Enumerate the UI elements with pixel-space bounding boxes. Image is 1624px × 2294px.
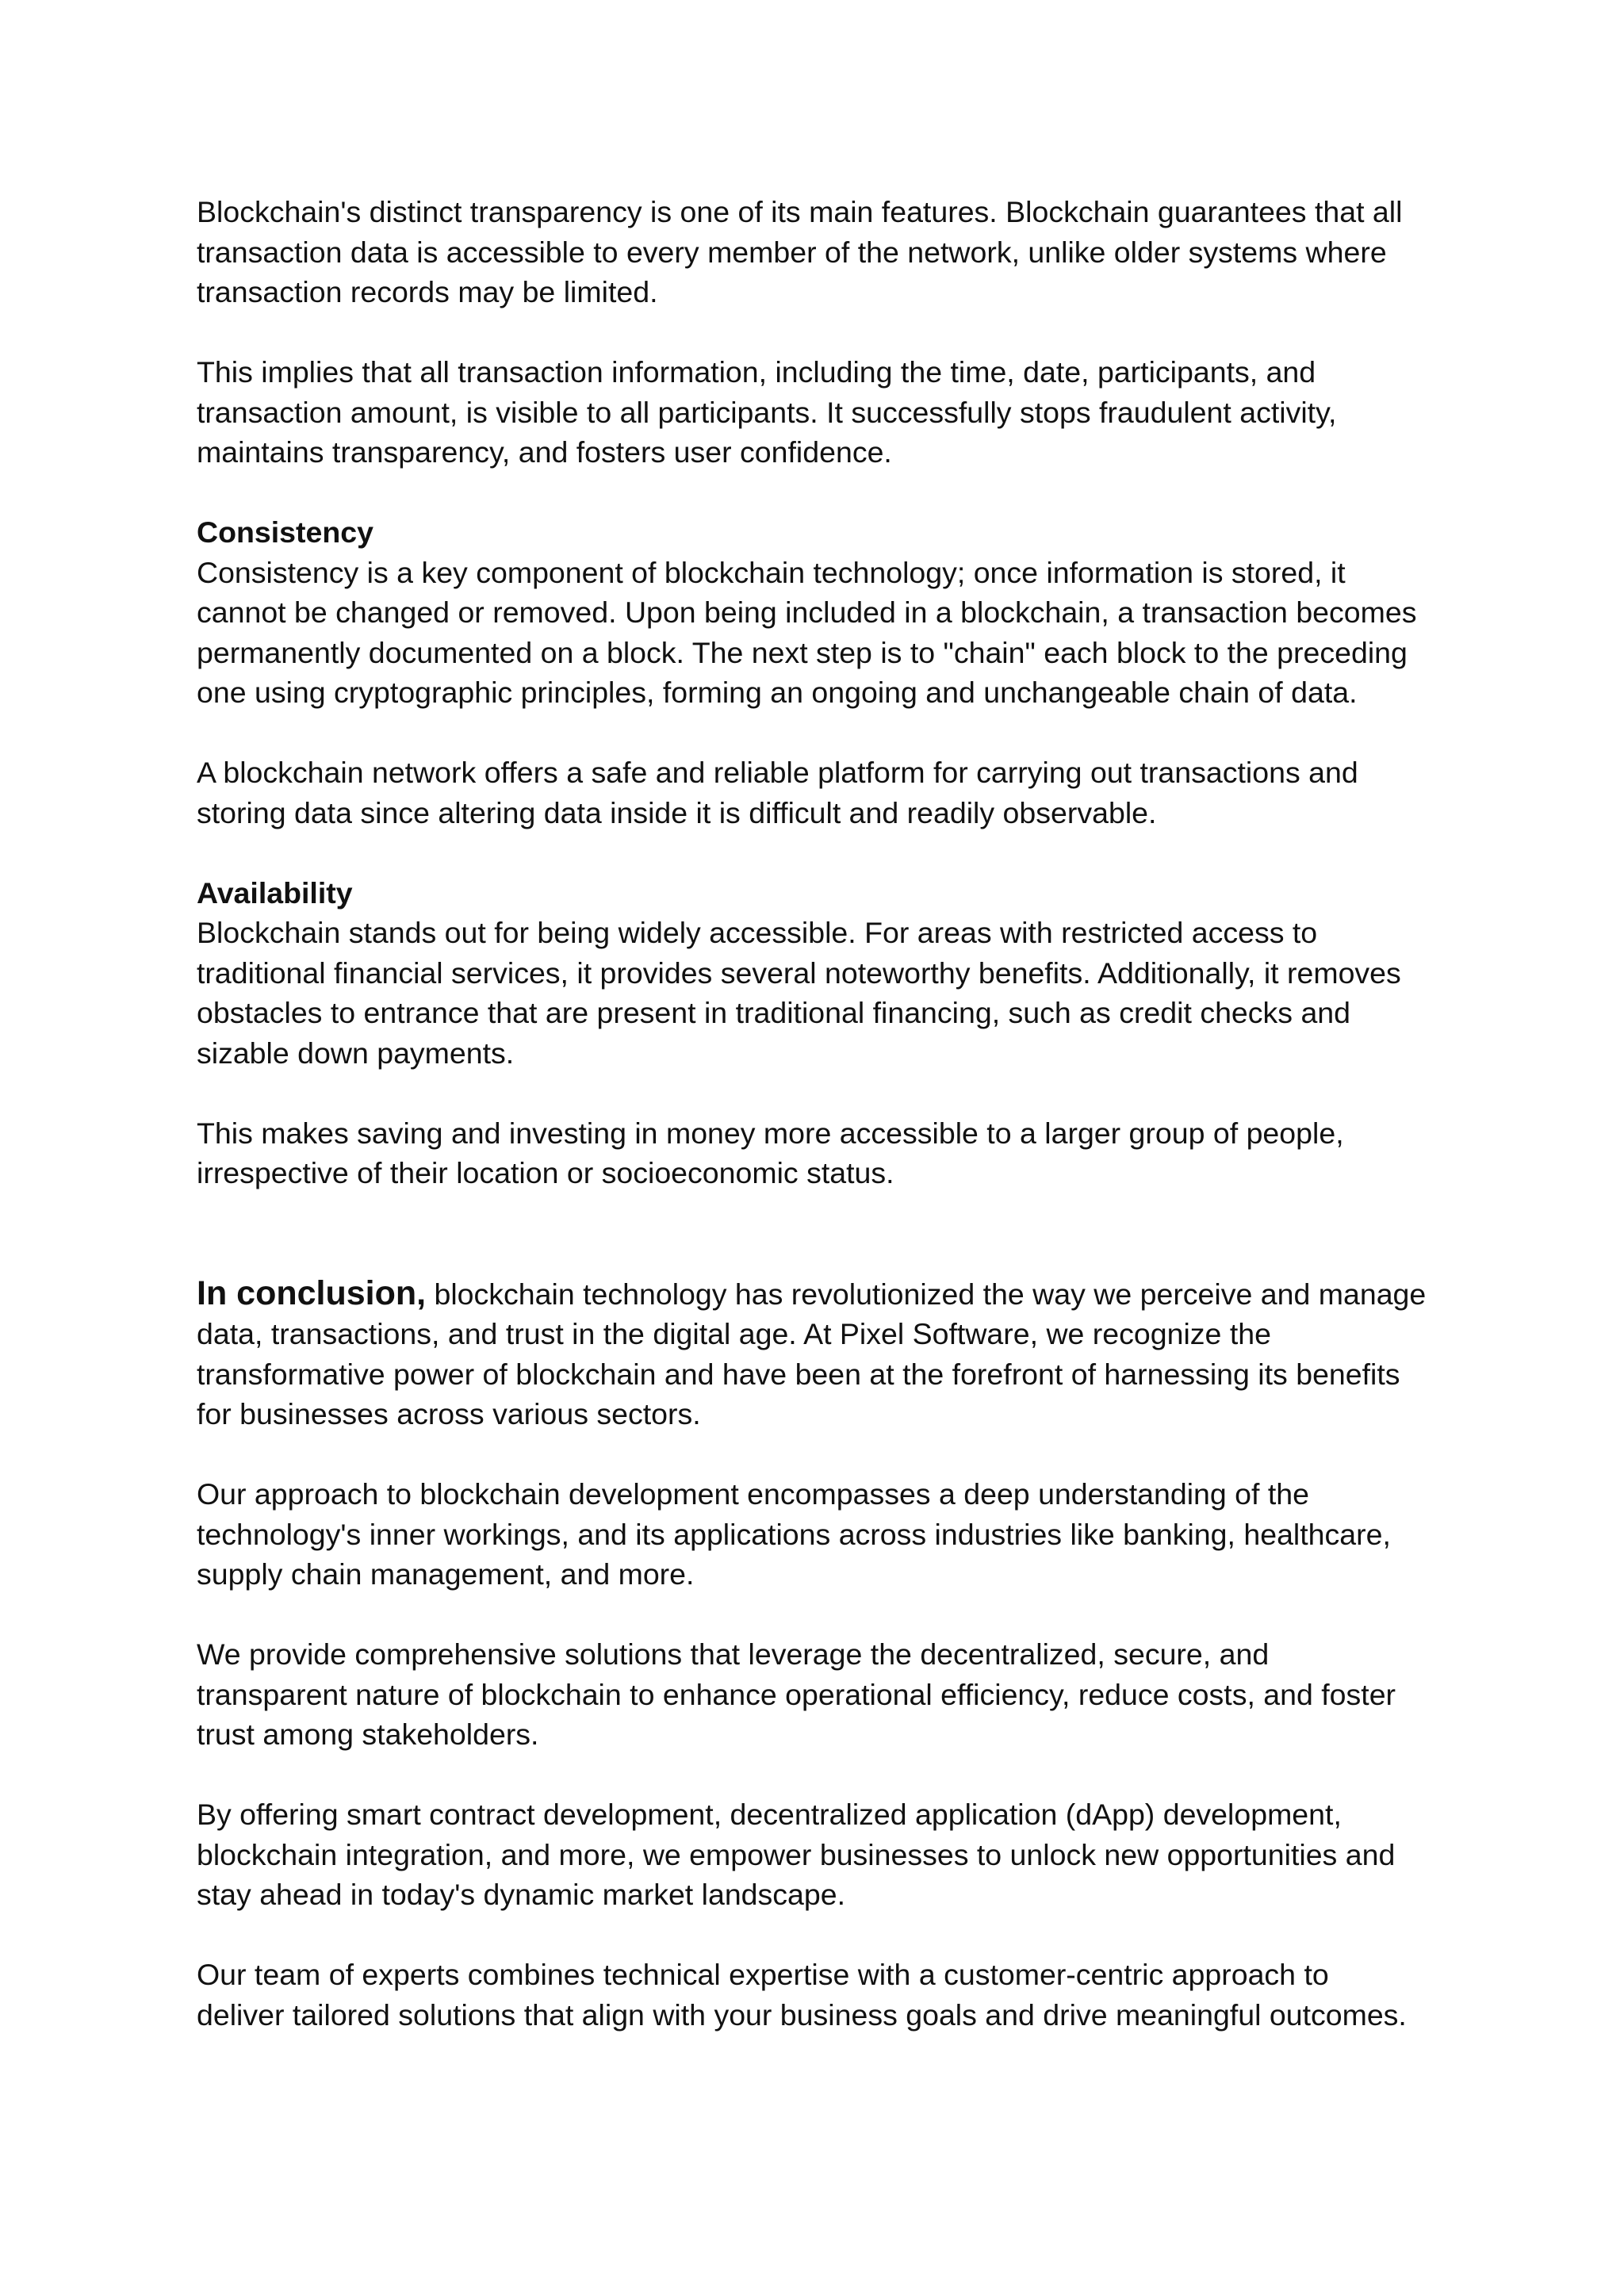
paragraph-line: technology's inner workings, and its applications across industries like banking, healthcare, — [197, 1517, 1391, 1551]
paragraph-line: storing data since altering data inside it is difficult and readily observable. — [197, 795, 1157, 829]
paragraph-line: transformative power of blockchain and have been at the forefront of harnessing its benefits — [197, 1357, 1400, 1391]
offering-paragraph — [197, 1794, 1450, 1915]
paragraph-line: transaction data is accessible to every member of the network, unlike older systems where — [197, 235, 1387, 269]
paragraph-line — [197, 1273, 1450, 1315]
availability-paragraph — [197, 913, 1450, 1073]
conclusion-lead: In conclusion, — [197, 1273, 427, 1312]
paragraph-line: transaction records may be limited. — [197, 275, 658, 308]
paragraph-spacer — [197, 312, 1450, 353]
paragraph-line: transaction amount, is visible to all participants. It successfully stops fraudulent activity, — [197, 395, 1337, 429]
consistency-followup-paragraph — [197, 753, 1450, 833]
paragraph-line: one using cryptographic principles, forming an ongoing and unchangeable chain of data. — [197, 676, 1358, 709]
paragraph-line: supply chain management, and more. — [197, 1557, 695, 1591]
paragraph-line: Consistency is a key component of blockchain technology; once information is stored, it — [197, 555, 1346, 589]
paragraph-spacer — [197, 1434, 1450, 1475]
consistency-paragraph — [197, 553, 1450, 713]
paragraph-line: deliver tailored solutions that align with your business goals and drive meaningful outcomes. — [197, 1997, 1407, 2032]
document-body — [197, 192, 1450, 2035]
paragraph-spacer — [197, 1073, 1450, 1113]
paragraph-line: A blockchain network offers a safe and reliable platform for carrying out transactions and — [197, 756, 1358, 789]
consistency-heading: Consistency — [197, 515, 373, 549]
paragraph-line: This implies that all transaction information, including the time, date, participants, and — [197, 355, 1316, 389]
paragraph-line: Our team of experts combines technical expertise with a customer-centric approach to — [197, 1958, 1329, 1991]
paragraph-line: for businesses across various sectors. — [197, 1397, 701, 1430]
paragraph-line: irrespective of their location or socioeconomic status. — [197, 1156, 894, 1189]
paragraph-line: We provide comprehensive solutions that leverage the decentralized, secure, and — [197, 1637, 1270, 1671]
paragraph-spacer — [197, 1755, 1450, 1795]
paragraph-line: obstacles to entrance that are present in traditional financing, such as credit checks and — [197, 996, 1351, 1029]
paragraph-spacer — [197, 1915, 1450, 1955]
availability-heading: Availability — [197, 875, 353, 910]
transparency-paragraph — [197, 352, 1450, 473]
section-spacer — [197, 1193, 1450, 1273]
approach-paragraph — [197, 1474, 1450, 1595]
conclusion-first-line: blockchain technology has revolutionized the way we perceive and manage — [426, 1277, 1427, 1311]
paragraph-spacer — [197, 713, 1450, 753]
team-paragraph — [197, 1955, 1450, 2035]
paragraph-line: permanently documented on a block. The next step is to "chain" each block to the preceding — [197, 635, 1408, 669]
paragraph-line: Our approach to blockchain development encompasses a deep understanding of the — [197, 1477, 1310, 1511]
paragraph-line: trust among stakeholders. — [197, 1718, 539, 1751]
paragraph-line: maintains transparency, and fosters user confidence. — [197, 435, 892, 469]
availability-followup-paragraph — [197, 1113, 1450, 1193]
paragraph-line: This makes saving and investing in money more accessible to a larger group of people, — [197, 1116, 1344, 1150]
paragraph-line: By offering smart contract development, decentralized application (dApp) development, — [197, 1798, 1342, 1831]
intro-paragraph — [197, 192, 1450, 312]
paragraph-spacer — [197, 1595, 1450, 1635]
paragraph-line: cannot be changed or removed. Upon being included in a blockchain, a transaction becomes — [197, 596, 1417, 629]
conclusion-paragraph — [197, 1273, 1450, 1434]
paragraph-spacer — [197, 473, 1450, 513]
paragraph-spacer — [197, 833, 1450, 873]
paragraph-line: Blockchain's distinct transparency is one of its main features. Blockchain guarantees that all — [197, 195, 1403, 228]
paragraph-line: Blockchain stands out for being widely accessible. For areas with restricted access to — [197, 916, 1318, 949]
paragraph-line: stay ahead in today's dynamic market landscape. — [197, 1878, 846, 1911]
paragraph-line: data, transactions, and trust in the digital age. At Pixel Software, we recognize the — [197, 1317, 1271, 1350]
paragraph-line: traditional financial services, it provides several noteworthy benefits. Additionally, it removes — [197, 956, 1401, 990]
paragraph-line: transparent nature of blockchain to enhance operational efficiency, reduce costs, and foster — [197, 1677, 1396, 1711]
paragraph-line: blockchain integration, and more, we empower businesses to unlock new opportunities and — [197, 1837, 1396, 1871]
solutions-paragraph — [197, 1634, 1450, 1755]
paragraph-line: sizable down payments. — [197, 1036, 515, 1070]
